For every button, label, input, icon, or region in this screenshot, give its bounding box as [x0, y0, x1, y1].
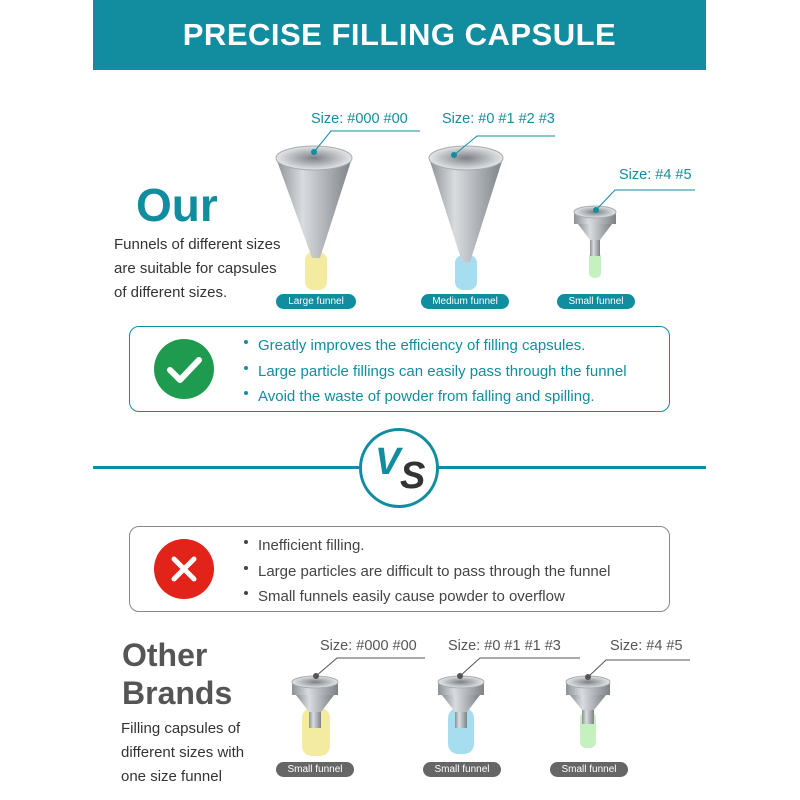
list-item: Avoid the waste of powder from falling and spilling. [244, 384, 627, 410]
page-title: PRECISE FILLING CAPSULE [182, 17, 617, 52]
other-tag-2: Small funnel [423, 762, 501, 777]
benefits-list [244, 333, 627, 410]
other-tag-3: Small funnel [550, 762, 628, 777]
list-item: Small funnels easily cause powder to overflow [244, 584, 610, 610]
vs-badge [359, 428, 439, 508]
our-heading: Our [136, 179, 218, 231]
other-size-label-2: Size: #0 #1 #1 #3 [448, 638, 561, 654]
drawbacks-list [244, 533, 610, 610]
divider-line-right [437, 466, 706, 469]
other-funnel-1-image [292, 676, 338, 756]
description-line: different sizes with [121, 744, 245, 761]
vs-letter-s: S [400, 455, 426, 497]
other-funnel-3-image [566, 676, 610, 748]
other-funnel-2-image [438, 676, 484, 754]
tag-medium-funnel: Medium funnel [421, 294, 509, 309]
description-line: Filling capsules of [121, 720, 241, 737]
list-item: Large particles are difficult to pass through the funnel [244, 559, 610, 585]
small-funnel-image [574, 206, 616, 278]
size-label-large: Size: #000 #00 [311, 111, 408, 127]
size-label-small: Size: #4 #5 [619, 167, 692, 183]
cross-icon [154, 539, 214, 599]
size-label-medium: Size: #0 #1 #2 #3 [442, 111, 555, 127]
medium-funnel-image [429, 146, 503, 290]
other-size-label-3: Size: #4 #5 [610, 638, 683, 654]
description-line: Funnels of different sizes [114, 236, 281, 253]
other-brands-heading [122, 636, 272, 712]
tag-small-funnel: Small funnel [557, 294, 635, 309]
other-tag-1: Small funnel [276, 762, 354, 777]
divider-line-left [93, 466, 361, 469]
vs-letter-v: V [375, 441, 401, 483]
description-line: of different sizes. [114, 284, 228, 301]
list-item: Greatly improves the efficiency of filling capsules. [244, 333, 627, 359]
other-size-label-1: Size: #000 #00 [320, 638, 417, 654]
tag-large-funnel: Large funnel [276, 294, 356, 309]
our-description [114, 233, 289, 305]
heading-line: Brands [122, 675, 233, 711]
description-line: are suitable for capsules [114, 260, 277, 277]
other-description [121, 717, 261, 789]
heading-line: Other [122, 637, 208, 673]
benefits-box [129, 326, 670, 412]
list-item: Inefficient filling. [244, 533, 610, 559]
description-line: one size funnel [121, 768, 222, 785]
drawbacks-box [129, 526, 670, 612]
checkmark-icon [154, 339, 214, 399]
list-item: Large particle fillings can easily pass through the funnel [244, 359, 627, 385]
